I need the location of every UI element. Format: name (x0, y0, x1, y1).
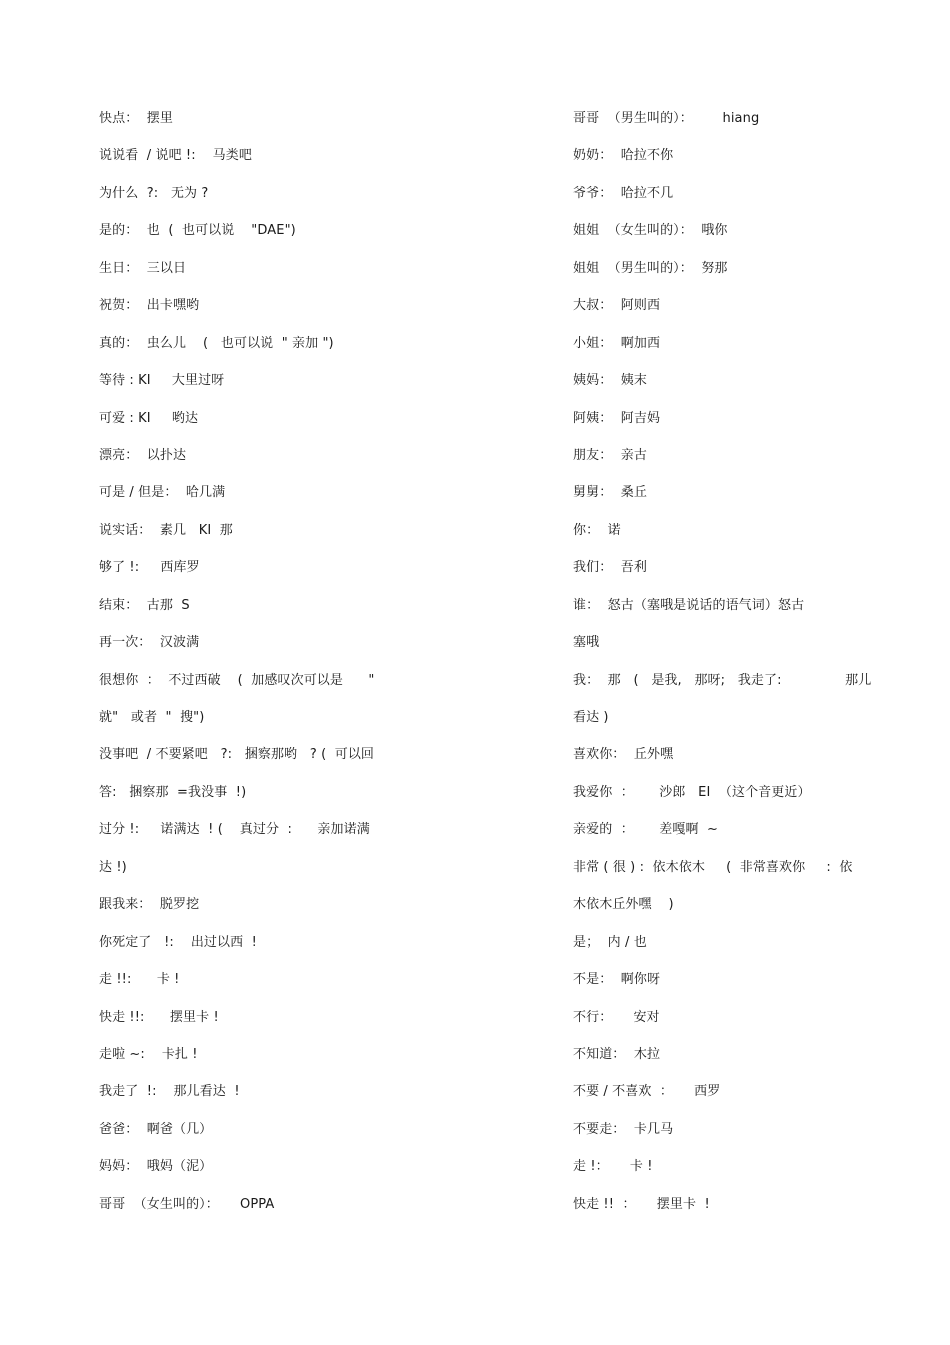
text-line: 说实话： 素几 KI 那 (99, 522, 233, 538)
text-line: 你死定了 !: 出过以西 ! (99, 934, 257, 950)
text-line: 为什么 ?: 无为 ? (99, 185, 209, 201)
text-line: 木依木丘外嘿 ) (573, 897, 674, 913)
text-line: 爸爸： 啊爸（几） (99, 1121, 213, 1137)
right-column (573, 108, 873, 1231)
text-line: 姨妈： 姨末 (573, 373, 647, 389)
text-line: 祝贺： 出卡嘿哟 (99, 298, 200, 314)
text-line: 谁： 怒古（塞哦是说话的语气词）怒古 (573, 597, 805, 613)
left-column (99, 108, 519, 1231)
text-line: 走啦 ~: 卡扎 ! (99, 1046, 198, 1062)
text-line: 达 !) (99, 859, 127, 875)
text-line: 很想你 ： 不过西破 ( 加感叹次可以是 " (99, 672, 375, 688)
text-line: 走 !!: 卡 ! (99, 972, 180, 988)
text-line: 说说看 / 说吧 !: 马类吧 (99, 148, 252, 164)
text-line: 我走了 !: 那儿看达 ! (99, 1084, 240, 1100)
text-line: 结束： 古那 S (99, 597, 190, 613)
text-line: 等待 : KI 大里过呀 (99, 373, 225, 389)
text-line: 没事吧 / 不要紧吧 ?: 捆察那哟 ? ( 可以回 (99, 747, 375, 763)
text-line: 不是： 啊你呀 (573, 972, 661, 988)
text-line: 就" 或者 " 搜") (99, 710, 205, 725)
text-line: 过分 !: 诺满达 ! ( 真过分 : 亲加诺满 (99, 822, 370, 838)
text-line: 哥哥 （女生叫的）： OPPA (99, 1196, 275, 1212)
text-line: 爷爷： 哈拉不几 (573, 185, 674, 201)
text-line: 我： 那 ( 是我, 那呀; 我走了: 那儿 (573, 672, 872, 688)
text-line: 可爱 : KI 哟达 (99, 410, 199, 426)
text-line: 哥哥 （男生叫的）： hiang (573, 111, 760, 126)
text-line: 妈妈： 哦妈（泥） (99, 1159, 213, 1175)
text-line: 可是 / 但是： 哈几满 (99, 485, 226, 501)
text-line: 快走 !! ： 摆里卡 ! (573, 1196, 710, 1212)
text-line: 塞哦 (573, 635, 600, 651)
text-line: 答: 捆察那 =我没事 !) (99, 784, 247, 800)
text-line: 不要走： 卡几马 (573, 1121, 674, 1137)
text-line: 生日： 三以日 (99, 260, 187, 276)
text-line: 快点： 摆里 (99, 111, 173, 126)
text-line: 我爱你 ： 沙郎 EI （这个音更近） (573, 784, 811, 800)
text-line: 姐姐 （男生叫的）： 努那 (573, 260, 728, 276)
text-line: 不要 / 不喜欢 ： 西罗 (573, 1084, 721, 1100)
text-line: 是的： 也 ( 也可以说 "DAE") (99, 223, 296, 239)
text-line: 是； 内 / 也 (573, 934, 647, 950)
text-line: 不知道： 木拉 (573, 1046, 661, 1062)
text-line: 奶奶： 哈拉不你 (573, 148, 674, 164)
text-line: 大叔： 阿则西 (573, 298, 661, 314)
text-line: 姐姐 （女生叫的）： 哦你 (573, 223, 728, 239)
text-line: 够了 !: 西库罗 (99, 560, 200, 576)
text-line: 再一次： 汉波满 (99, 635, 200, 651)
text-line: 跟我来： 脱罗挖 (99, 897, 200, 913)
text-line: 亲爱的 ： 差嘎啊 ~ (573, 822, 719, 838)
text-line: 阿姨： 阿吉妈 (573, 410, 661, 426)
text-line: 朋友： 亲古 (573, 447, 647, 463)
text-line: 非常 ( 很 ) : 依木依木 ( 非常喜欢你 : 依 (573, 859, 853, 875)
text-line: 真的： 虫么儿 ( 也可以说 " 亲加 ") (99, 335, 334, 351)
text-line: 小姐： 啊加西 (573, 335, 661, 351)
text-line: 快走 !!: 摆里卡 ! (99, 1009, 219, 1025)
text-line: 喜欢你： 丘外嘿 (573, 747, 674, 763)
text-line: 我们： 吾利 (573, 560, 647, 576)
text-line: 舅舅： 桑丘 (573, 485, 647, 501)
text-line: 看达 ) (573, 710, 609, 725)
text-line: 漂亮： 以扑达 (99, 447, 187, 463)
text-line: 不行： 安对 (573, 1009, 660, 1025)
text-line: 你： 诺 (573, 522, 621, 538)
text-line: 走 !： 卡 ! (573, 1159, 653, 1175)
